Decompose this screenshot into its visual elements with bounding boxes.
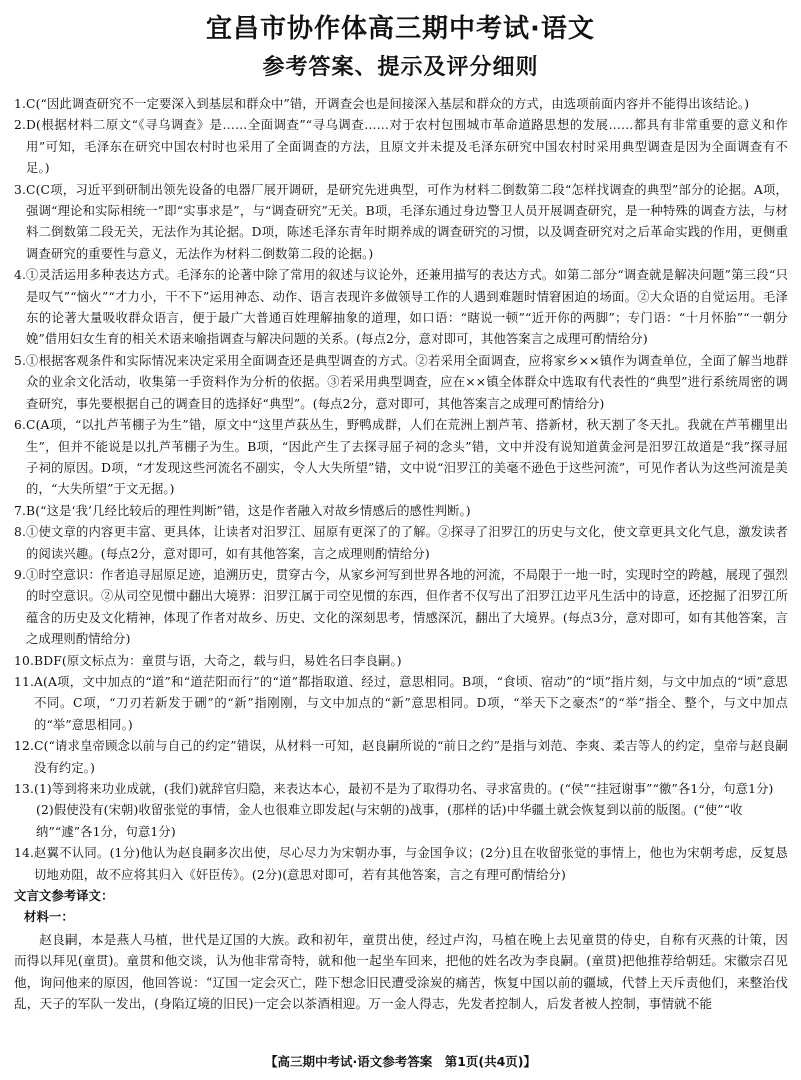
page-footer: 【高三期中考试·语文参考答案 第1页(共4页)】 — [264, 1054, 537, 1069]
answer-text: C(“因此调查研究不一定要深入到基层和群众中”错，开调查会也是间接深入基层和群众的方式，由选项前面内容并不能得出该结论。) — [26, 97, 750, 111]
answer-item — [14, 565, 788, 651]
answer-item — [14, 651, 788, 672]
answer-number: 9. — [14, 567, 27, 582]
answer-number: 3. — [14, 182, 27, 197]
answer-text: ①灵活运用多种表达方式。毛泽东的论著中除了常用的叙述与议论外，还兼用描写的表达方式。如第二部分“调查就是解决问题”第三段“只是叹气”“恼火”“才力小，干不下”运用神态、动作、语言表现许多做领导工作的人遇到难题时情窘困迫的场面。②大众语的自觉运用。毛泽东的论著大量吸收群众语言，便于最广大普通百姓理解抽象的道理，如口语：“瞎说一顿”“近开你的两脚”；专门语：“十月怀胎”“一朝分娩”借用妇女生育的相关术语来喻指调查与解决问题的关系。(每点2分，意对即可，其他答案言之成理可酌情给分) — [26, 268, 788, 347]
answer-text: ①时空意识：作者追寻屈原足迹，追溯历史，贯穿古今，从家乡河写到世界各地的河流，不局限于一地一时，实现时空的跨越，展现了强烈的时空意识。②从司空见惯中翻出大境界：汨罗江属于司空见惯的东西，但作者不仅写出了汨罗江边平凡生活中的诗意，还挖掘了汨罗江所蕴含的历史及文化精神，体现了作者对故乡、历史、文化的深刻思考，情感深沉，翻出了大境界。(每点3分，意对即可，如有其他答案，言之成理则酌情给分) — [26, 567, 788, 647]
answer-item — [14, 843, 788, 886]
answer-text: B(“这是‘我’几经比较后的理性判断”错，这是作者融入对故乡情感后的感性判断。) — [26, 503, 471, 518]
answer-text: A(A项，文中加点的“道”和“道茫阳而行”的“道”都指取道、经过，意思相同。B项，“食顷、宿动”的“顷”指片刻，与文中加点的“顷”意思不同。C项，“刀刃若新发于硎”的“新”指刚刚，与文中加点的“新”意思相同。D项，“举天下之豪杰”的“举”指全、整个，与文中加点的“举”意思相同。) — [34, 674, 788, 732]
answer-number: 11. — [14, 674, 35, 689]
answer-number: 2. — [14, 118, 27, 133]
page-subtitle: 参考答案、提示及评分细则 — [262, 55, 539, 80]
material-label: 材料一： — [24, 910, 74, 925]
answer-item — [14, 522, 788, 565]
answer-item — [14, 94, 788, 115]
answer-item — [14, 115, 788, 179]
page-title: 宜昌市协作体高三期中考试·语文 — [206, 14, 595, 44]
answer-content — [14, 94, 788, 1014]
answer-text: ①根据客观条件和实际情况来决定采用全面调查还是典型调查的方式。②若采用全面调查，应将家乡××镇作为调查单位，全面了解当地群众的业余文化活动，收集第一手资料作为分析的依据。③若采用典型调查，应在××镇全体群众中选取有代表性的“典型”进行系统周密的调查研究，事先要根据自己的调查目的选择好“典型”。(每点2分，意对即可，其他答案言之成理可酌情给分) — [26, 353, 788, 411]
answer-number: 13. — [14, 782, 35, 796]
answer-item — [14, 672, 788, 736]
answer-item — [14, 415, 788, 501]
answer-number: 5. — [14, 353, 27, 368]
answer-text: D(根据材料二原文“《寻乌调查》是……全面调查”“寻乌调查……对于农村包围城市革命道路思想的发展……都具有非常重要的意义和作用”可知，毛泽东在研究中国农村时也采用了全面调查的方法，且原文并未提及毛泽东研究中国农村时采用典型调查是因为全面调查有不足。) — [26, 118, 788, 176]
answer-subitem: (2)假使没有(宋朝)收留张觉的事情，金人也很难立即发起(与宋朝的)战事，(那样的话)中华疆土就会恢复到以前的版图。(“使”“收纳”“遽”各1分，句意1分) — [36, 803, 743, 839]
answer-text: C(“请求皇帝顾念以前与自己的约定”错误，从材料一可知，赵良嗣所说的“前日之约”是指与刘范、李爽、柔吉等人的约定，皇帝与赵良嗣没有约定。) — [34, 739, 788, 775]
answer-number: 8. — [14, 525, 27, 540]
answer-number: 14. — [14, 846, 35, 861]
answer-item — [14, 180, 788, 266]
translation-heading: 文言文参考译文： — [14, 889, 114, 904]
answer-text: ①使文章的内容更丰富、更具体，让读者对汨罗江、屈原有更深了的了解。②探寻了汨罗江的历史与文化，使文章更具文化气息，激发读者的阅读兴趣。(每点2分，意对即可，如有其他答案，言之成理则酌情给分) — [26, 525, 788, 561]
answer-item — [14, 501, 788, 522]
answer-number: 12. — [14, 739, 35, 754]
answer-text: (1)等到将来功业成就，(我们)就辞官归隐，来表达本心，最初不是为了取得功名、寻求富贵的。(“侯”“挂冠谢事”“徼”各1分，句意1分) — [34, 782, 774, 796]
answer-number: 4. — [14, 268, 27, 283]
answer-item — [14, 779, 788, 800]
answer-item — [14, 351, 788, 415]
answer-number: 10. — [14, 653, 35, 668]
answer-number: 6. — [14, 418, 27, 433]
answer-number: 7. — [14, 503, 27, 518]
answer-text: C(A项，“以扎芦苇棚子为生”错，原文中“这里芦荻丛生，野鸭成群，人们在荒洲上割芦苇、搭新材，秋天割了冬天扎。我就在芦苇棚里出生”，但并不能说是以扎芦苇棚子为生。B项，“因此产生了去探寻屈子祠的念头”错，文中并没有说知道黄金河是汨罗江故道是“我”探寻屈子祠的原因。D项，“才发现这些河流名不副实，令人大失所望”错，文中说“汨罗江的美毫不逊色于这些河流”，可见作者认为这些河流是美的，“大失所望”于文无据。) — [26, 418, 788, 497]
answer-number: 1. — [14, 97, 27, 111]
answer-item — [14, 736, 788, 779]
answer-item — [14, 265, 788, 351]
answer-text: 赵翼不认同。(1分)他认为赵良嗣多次出使，尽心尽力为宋朝办事，与金国争议；(2分)且在收留张觉的事情上，他也为宋朝考虑，反复恳切地劝阻，故不应将其归入《奸臣传》。(2分)(意思对即可，若有其他答案，言之有理可酌情给分) — [34, 846, 788, 882]
answer-text: C(C项，习近平到研制出领先设备的电器厂展开调研，是研究先进典型，可作为材料二倒数第二段“怎样找调查的典型”部分的论据。A项，强调“理论和实际相统一”即“实事求是”，与“调查研究”无关。B项，毛泽东通过身边警卫人员开展调查研究，是一种特殊的调查方法，与材料二倒数第二段无关，无法作为其论据。D项，陈述毛泽东青年时期养成的调查研究的习惯，以及调查研究对之后革命实践的作用，更侧重调查研究的重要性与意义，无法作为材料二倒数第二段的论据。) — [26, 182, 788, 261]
translation-text: 赵良嗣，本是燕人马植，世代是辽国的大族。政和初年，童贯出使，经过卢沟，马植在晚上去见童贯的侍史，自称有灭燕的计策，因而得以拜见(童贯)。童贯和他交谈，认为他非常奇特，就和他一起坐车回来，把他的姓名改为李良嗣。(童贯)把他推荐给朝廷。宋徽宗召见他，询问他来的原因，他回答说：“辽国一定会灭亡，陛下想念旧民遭受涂炭的痛苦，恢复中国以前的疆域，代替上天斥责他们，来整治伐乱，天子的军队一发出，(身陷辽境的旧民)一定会以茶酒相迎。万一金人得志，先发者控制人，后发者被人控制，事情就不能 — [14, 931, 788, 1012]
answer-text: BDF(原文标点为：童贯与语，大奇之，载与归，易姓名曰李良嗣。) — [34, 653, 402, 668]
